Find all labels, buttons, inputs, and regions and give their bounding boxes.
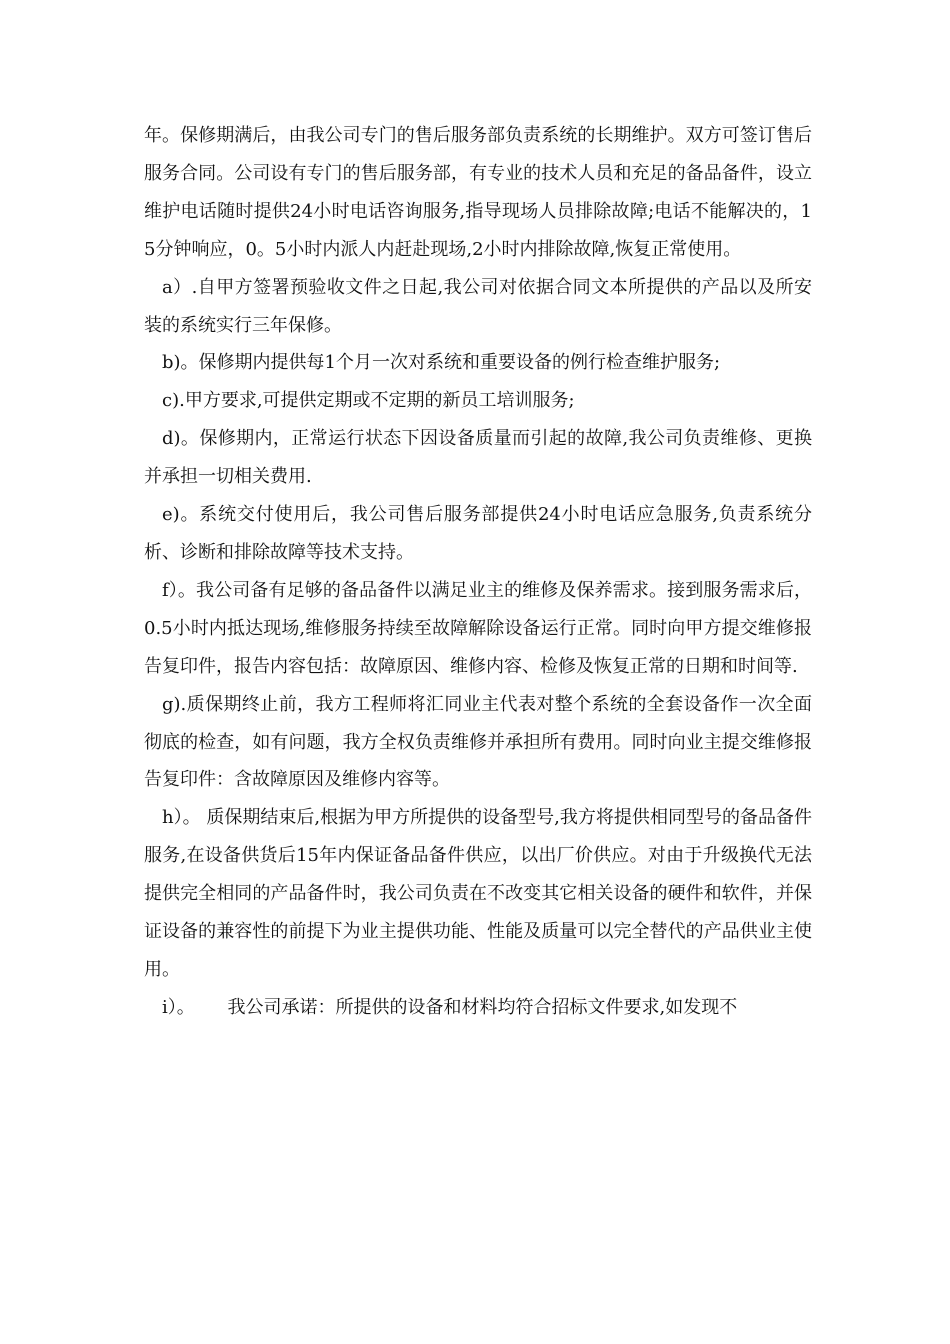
paragraph-item-a: a）.自甲方签署预验收文件之日起,我公司对依据合同文本所提供的产品以及所安装的系统实行三年保修。 xyxy=(144,276,812,336)
paragraph-item-i: i）。 我公司承诺：所提供的设备和材料均符合招标文件要求,如发现不 xyxy=(162,996,738,1018)
paragraph-continuation: 年。保修期满后，由我公司专门的售后服务部负责系统的长期维护。双方可签订售后服务合同。公司设有专门的售后服务部，有专业的技术人员和充足的备品备件，设立维护电话随时提供24小时电话咨询服务,指导现场人员排除故障;电话不能解决的，15分钟响应，0。5小时内派人内赶赴现场,2小时内排除故障,恢复正常使用。 xyxy=(144,125,812,260)
paragraph-item-e: e)。系统交付使用后，我公司售后服务部提供24小时电话应急服务,负责系统分析、诊断和排除故障等技术支持。 xyxy=(144,504,812,563)
paragraph-item-g: g).质保期终止前，我方工程师将汇同业主代表对整个系统的全套设备作一次全面彻底的检查，如有问题，我方全权负责维修并承担所有费用。同时向业主提交维修报告复印件：含故障原因及维修内容等。 xyxy=(144,693,812,791)
paragraph-item-d: d)。保修期内，正常运行状态下因设备质量而引起的故障,我公司负责维修、更换并承担一切相关费用. xyxy=(144,428,812,488)
paragraph-item-f: f）。我公司备有足够的备品备件以满足业主的维修及保养需求。接到服务需求后，0.5小时内抵达现场,维修服务持续至故障解除设备运行正常。同时向甲方提交维修报告复印件，报告内容包括：故障原因、维修内容、检修及恢复正常的日期和时间等. xyxy=(144,579,812,677)
paragraph-item-b: b)。保修期内提供每1个月一次对系统和重要设备的例行检查维护服务; xyxy=(162,352,721,374)
document-body xyxy=(144,117,812,1027)
paragraph-item-c: c).甲方要求,可提供定期或不定期的新员工培训服务; xyxy=(162,390,575,412)
paragraph-item-h: h）。 质保期结束后,根据为甲方所提供的设备型号,我方将提供相同型号的备品备件服务,在设备供货后15年内保证备品备件供应，以出厂价供应。对由于升级换代无法提供完全相同的产品备件时，我公司负责在不改变其它相关设备的硬件和软件，并保证设备的兼容性的前提下为业主提供功能、性能及质量可以完全替代的产品供业主使用。 xyxy=(144,807,812,980)
